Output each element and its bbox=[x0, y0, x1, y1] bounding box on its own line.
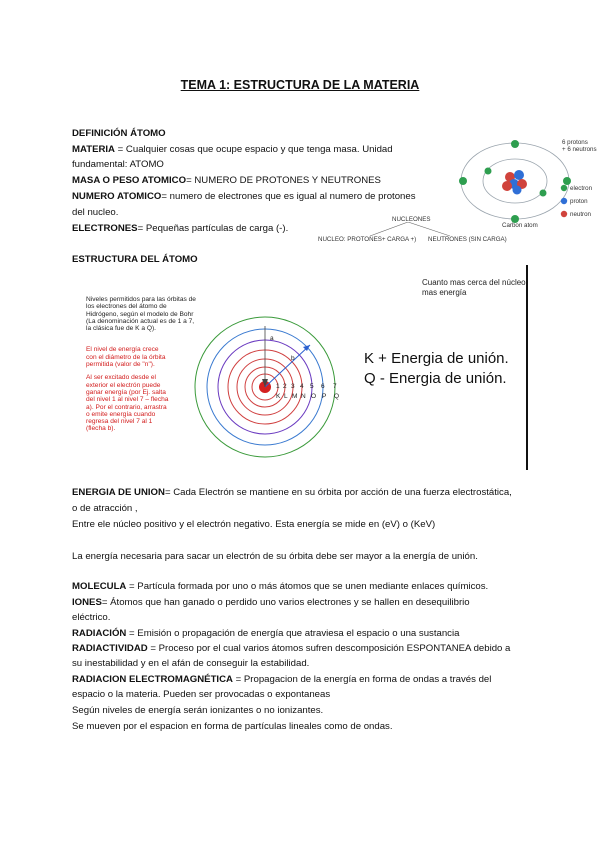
proton-ball bbox=[514, 170, 524, 180]
level-number: 6 bbox=[321, 383, 325, 390]
radiactividad-line-2: su inestabilidad y en el afán de conseguir la estabilidad. bbox=[72, 658, 310, 669]
electromagnetica-line bbox=[72, 673, 491, 686]
branch-line-right bbox=[408, 222, 450, 236]
electromagnetica-term: RADIACION ELECTROMAGNÉTICA bbox=[72, 674, 233, 685]
arrow-b-label: b bbox=[291, 355, 295, 362]
bohr-red-line: regresa del nivel 7 al 1 bbox=[86, 418, 153, 426]
energia-union-line-3: Entre ele núcleo positivo y el electrón negativo. Esta energía se mide en (eV) o (KeV) bbox=[72, 519, 436, 530]
side-note bbox=[422, 278, 526, 298]
level-letter: N bbox=[301, 393, 306, 400]
level-letter: L bbox=[284, 393, 288, 400]
nucleones-label: NUCLEONES bbox=[392, 216, 431, 223]
legend-neutron: neutron bbox=[570, 211, 591, 218]
vertical-divider bbox=[526, 265, 528, 470]
energy-q-text: Q - Energia de unión. bbox=[364, 370, 507, 387]
bohr-text-line: Niveles permitidos para las órbitas de bbox=[86, 296, 196, 303]
bohr-red-line: con el diámetro de la órbita bbox=[86, 353, 166, 361]
level-letter: M bbox=[292, 393, 298, 400]
energia-union-term: ENERGIA DE UNION bbox=[72, 487, 165, 498]
numero-line bbox=[72, 190, 416, 203]
level-number: 1 bbox=[276, 383, 280, 390]
iones-line bbox=[72, 596, 470, 609]
level-number: 7 bbox=[333, 383, 337, 390]
bohr-red-line: del nivel 1 al nivel 7 – flecha bbox=[86, 396, 169, 404]
electron-ball bbox=[485, 168, 492, 175]
proton-ball bbox=[513, 186, 522, 195]
neutron-ball bbox=[502, 181, 512, 191]
bohr-red-line: ganar energía (por Ej. salta bbox=[86, 388, 166, 396]
energia-union-line bbox=[72, 486, 512, 499]
legend-proton: proton bbox=[570, 198, 588, 205]
legend-electron-dot bbox=[561, 185, 567, 191]
iones-term: IONES bbox=[72, 597, 102, 608]
arrow-a-line bbox=[265, 345, 310, 387]
electromagnetica-line-4: Se mueven por el espacion en forma de partículas lineales como de ondas. bbox=[72, 721, 393, 732]
carbon-caption: Carbon atom bbox=[502, 222, 538, 229]
neutrones-label: NEUTRONES (SIN CARGA) bbox=[428, 236, 507, 243]
bohr-text-line: la clásica fue de K a Q). bbox=[86, 325, 157, 333]
bohr-red-line: (flecha b). bbox=[86, 425, 116, 433]
bohr-text-line: los electrones del átomo de bbox=[86, 303, 167, 311]
electrones-line bbox=[72, 222, 288, 235]
side-note-line: mas energía bbox=[422, 288, 467, 297]
electrones-term: ELECTRONES bbox=[72, 223, 138, 234]
legend-top-line: + 6 neutrons bbox=[562, 146, 597, 153]
legend-top-line: 6 protons bbox=[562, 139, 588, 146]
carbon-legend-top bbox=[562, 139, 597, 153]
iones-line-2: eléctrico. bbox=[72, 612, 111, 623]
nucleo-protones-label: NUCLEO: PROTONES+ CARGA +) bbox=[318, 236, 417, 243]
iones-text: = Átomos que han ganado o perdido uno varios electrones y se hallen en desequilibrio bbox=[101, 597, 470, 608]
level-number: 5 bbox=[310, 383, 314, 390]
radiacion-line bbox=[72, 627, 459, 640]
electromagnetica-line-2: espacio o la materia. Pueden ser provocadas o expontaneas bbox=[72, 689, 331, 700]
numero-line-2: del nucleo. bbox=[72, 207, 119, 218]
electrones-text: = Pequeñas partículas de carga (-). bbox=[137, 223, 289, 234]
branch-line-left bbox=[370, 222, 408, 236]
numero-text: = numero de electrones que es igual al numero de protones bbox=[161, 191, 416, 202]
energia-union-line-2: o de atracción , bbox=[72, 503, 138, 514]
bohr-red-line: a). Por el contrario, arrastra bbox=[86, 403, 167, 411]
bohr-description bbox=[86, 296, 202, 433]
bohr-red-line: El nivel de energía crece bbox=[86, 346, 159, 354]
energia-union-line-4: La energía necesaria para sacar un electrón de su órbita debe ser mayor a la energía de unión. bbox=[72, 551, 478, 562]
electron-ball bbox=[459, 177, 467, 185]
radiactividad-line bbox=[72, 642, 510, 655]
bohr-red-line: exterior el electrón puede bbox=[86, 381, 161, 389]
radiacion-term: RADIACIÓN bbox=[72, 628, 127, 639]
electromagnetica-line-3: Según niveles de energía serán ionizantes o no ionizantes. bbox=[72, 705, 324, 716]
radiacion-text: = Emisión o propagación de energía que atraviesa el espacio o una sustancia bbox=[126, 628, 460, 639]
level-letter: Q bbox=[334, 393, 340, 400]
estructura-heading: ESTRUCTURA DEL ÁTOMO bbox=[72, 254, 198, 265]
level-letter: K bbox=[276, 393, 281, 400]
electron-ball bbox=[511, 140, 519, 148]
materia-text: = Cualquier cosas que ocupe espacio y que tenga masa. Unidad bbox=[115, 144, 393, 155]
numero-term: NUMERO ATOMICO bbox=[72, 191, 162, 202]
electron-ball bbox=[540, 190, 547, 197]
molecula-line bbox=[72, 580, 488, 593]
page-title: TEMA 1: ESTRUCTURA DE LA MATERIA bbox=[180, 78, 420, 92]
bohr-text-line: (La denominación actual es de 1 a 7, bbox=[86, 317, 195, 325]
level-number: 3 bbox=[291, 383, 295, 390]
masa-text: = NUMERO DE PROTONES Y NEUTRONES bbox=[186, 175, 381, 186]
materia-line bbox=[72, 143, 393, 156]
materia-term: MATERIA bbox=[72, 144, 115, 155]
masa-term: MASA O PESO ATOMICO bbox=[72, 175, 187, 186]
bohr-red-line: permitida (valor de "n"). bbox=[86, 361, 155, 369]
energy-k-text: K + Energia de unión. bbox=[364, 350, 509, 367]
level-letter: P bbox=[322, 393, 327, 400]
radiactividad-term: RADIACTIVIDAD bbox=[72, 643, 148, 654]
molecula-text: = Partícula formada por uno o más átomos que se unen mediante enlaces químicos. bbox=[126, 581, 489, 592]
legend-electron: electron bbox=[570, 185, 593, 192]
level-number: 4 bbox=[300, 383, 304, 390]
materia-line-2: fundamental: ATOMO bbox=[72, 159, 164, 170]
electromagnetica-text: = Propagacion de la energía en forma de ondas a través del bbox=[232, 674, 492, 685]
bohr-red-line: o emite energía cuando bbox=[86, 410, 156, 418]
arrow-a-label: a bbox=[270, 335, 274, 342]
legend-proton-dot bbox=[561, 198, 567, 204]
bohr-text-line: Hidrógeno, según el modelo de Bohr bbox=[86, 310, 194, 318]
definicion-heading: DEFINICIÓN ÁTOMO bbox=[72, 128, 166, 139]
level-number: 2 bbox=[283, 383, 287, 390]
bohr-red-line: Al ser excitado desde el bbox=[86, 374, 157, 382]
masa-line bbox=[72, 174, 381, 187]
energia-union-text: = Cada Electrón se mantiene en su órbita por acción de una fuerza electrostática, bbox=[164, 487, 512, 498]
bohr-model-diagram bbox=[190, 290, 350, 480]
side-note-line: Cuanto mas cerca del núcleo bbox=[422, 278, 526, 287]
level-letter: O bbox=[311, 393, 317, 400]
molecula-term: MOLECULA bbox=[72, 581, 127, 592]
radiactividad-text: = Proceso por el cual varios átomos sufren descomposición ESPONTANEA debido a bbox=[147, 643, 511, 654]
legend-neutron-dot bbox=[561, 211, 567, 217]
carbon-legend-dots bbox=[559, 183, 569, 221]
